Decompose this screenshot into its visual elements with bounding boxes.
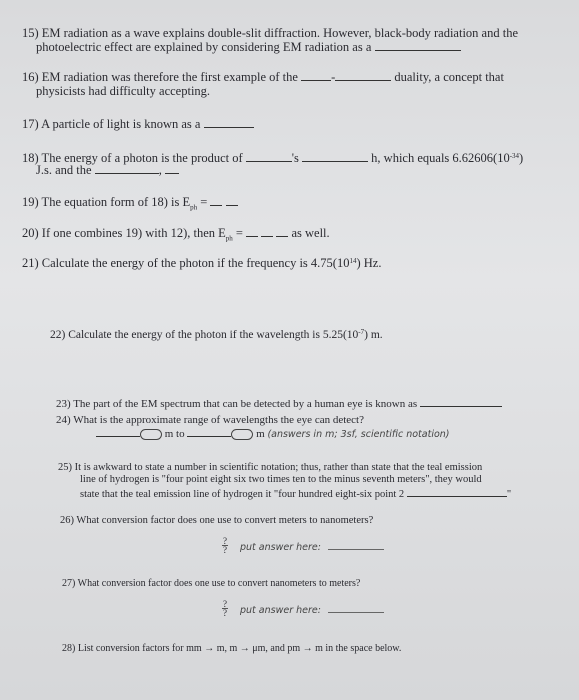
q26-answer-line[interactable]: [328, 549, 384, 550]
q25-blank[interactable]: [407, 486, 507, 497]
q24-line2: [96, 426, 450, 442]
q20-tail: as well.: [291, 226, 330, 240]
q27-answer-line[interactable]: [328, 612, 384, 613]
q23-blank[interactable]: [420, 396, 502, 407]
q28-line: 28) List conversion factors for mm → m, m → μm, and pm → m in the space below.: [62, 643, 402, 654]
q24-exponent-box-1[interactable]: [140, 429, 162, 440]
q25-line1: 25) It is awkward to state a number in scientific notation; thus, rather than state that the teal emission: [58, 462, 483, 473]
q18-line1b: h, which equals 6.62606(10: [371, 151, 510, 165]
q20-text: 20) If one combines 19) with 12), then E: [22, 226, 226, 240]
q20-sub: ph: [225, 234, 233, 243]
q21-exp: 14: [349, 257, 357, 265]
q25-quote: ": [506, 489, 512, 500]
q16-line1b: duality, a concept that: [394, 70, 504, 84]
q18-line1a: 18) The energy of a photon is the product of: [22, 151, 243, 165]
q16-line2: physicists had difficulty accepting.: [36, 84, 211, 98]
q18-line1c: ): [519, 151, 524, 165]
q24-exponent-box-2[interactable]: [231, 429, 253, 440]
q27-denominator: ?: [223, 608, 227, 618]
q24-blank-2[interactable]: [187, 426, 231, 437]
q20-blank-2[interactable]: [261, 226, 273, 237]
q21-line: [22, 254, 381, 270]
q17-line: [22, 117, 254, 131]
q15-blank[interactable]: [375, 40, 461, 51]
q25-line3-text: state that the teal emission line of hydrogen it "four hundred eight-six point 2: [80, 489, 405, 500]
q21-text: 21) Calculate the energy of the photon if the frequency is 4.75(10: [22, 256, 350, 270]
q24-blank-1[interactable]: [96, 426, 140, 437]
q18-blank-3[interactable]: [95, 163, 159, 174]
q18-blank-1[interactable]: [246, 151, 292, 162]
q18-line2: [36, 163, 179, 177]
q18-blank-4[interactable]: [165, 163, 179, 174]
q20-blank-3[interactable]: [276, 226, 288, 237]
q19-sub: ph: [190, 203, 198, 212]
q20-blank-1[interactable]: [246, 226, 258, 237]
q27-answer-label: put answer here:: [240, 605, 321, 616]
q27-line: 27) What conversion factor does one use to convert nanometers to meters?: [62, 578, 361, 589]
q19-blank-1[interactable]: [210, 195, 222, 206]
q26-fraction: [222, 537, 228, 554]
q25-line2: line of hydrogen is "four point eight six two times ten to the minus seventh meters", they would: [80, 474, 482, 485]
q16-line1a: 16) EM radiation was therefore the first example of the: [22, 70, 298, 84]
q26-numerator: ?: [223, 536, 227, 546]
q20-eq: =: [235, 226, 243, 240]
q24-m: m: [256, 428, 265, 440]
q19-line: [22, 195, 238, 215]
q18-blank-2[interactable]: [302, 151, 368, 162]
q17-blank[interactable]: [204, 117, 254, 128]
q16-line1: [22, 70, 504, 84]
q22-text: 22) Calculate the energy of the photon if the wavelength is 5.25(10: [50, 329, 359, 341]
q22-exp: -7: [358, 328, 365, 336]
q27-fraction: [222, 600, 228, 617]
q22-line: [50, 325, 383, 342]
q24-line1: 24) What is the approximate range of wavelengths the eye can detect?: [56, 414, 364, 426]
q17-text: 17) A particle of light is known as a: [22, 117, 201, 131]
q26-answer-label: put answer here:: [240, 542, 321, 553]
q26-line: 26) What conversion factor does one use to convert meters to nanometers?: [60, 515, 374, 526]
q16-dash: -: [331, 70, 336, 84]
q16-blank-2[interactable]: [335, 70, 391, 81]
q22-tail: ) m.: [364, 329, 383, 341]
q24-note: (answers in m; 3sf, scientific notation): [267, 429, 450, 440]
q16-blank-1[interactable]: [301, 70, 331, 81]
q18-line2a: J.s. and the: [36, 163, 92, 177]
q15-line2-text: photoelectric effect are explained by considering EM radiation as a: [36, 40, 372, 54]
q20-line: [22, 226, 330, 246]
q15-line2: [36, 40, 461, 54]
q23-line: [56, 396, 502, 411]
q26-denominator: ?: [223, 545, 227, 555]
q19-text: 19) The equation form of 18) is E: [22, 195, 191, 209]
q19-eq: =: [200, 195, 208, 209]
q18-comma: ,: [158, 163, 162, 177]
q19-blank-2[interactable]: [226, 195, 238, 206]
q27-numerator: ?: [223, 599, 227, 609]
q18-exp: -34: [509, 152, 520, 160]
q15-line1: 15) EM radiation as a wave explains double-slit diffraction. However, black-body radiation and the: [22, 26, 518, 40]
q23-text: 23) The part of the EM spectrum that can be detected by a human eye is known as: [56, 398, 418, 410]
q21-tail: ) Hz.: [356, 256, 382, 270]
q24-m-to: m to: [164, 428, 185, 440]
q25-line3: [80, 486, 511, 501]
q18-poss: 's: [291, 151, 299, 165]
